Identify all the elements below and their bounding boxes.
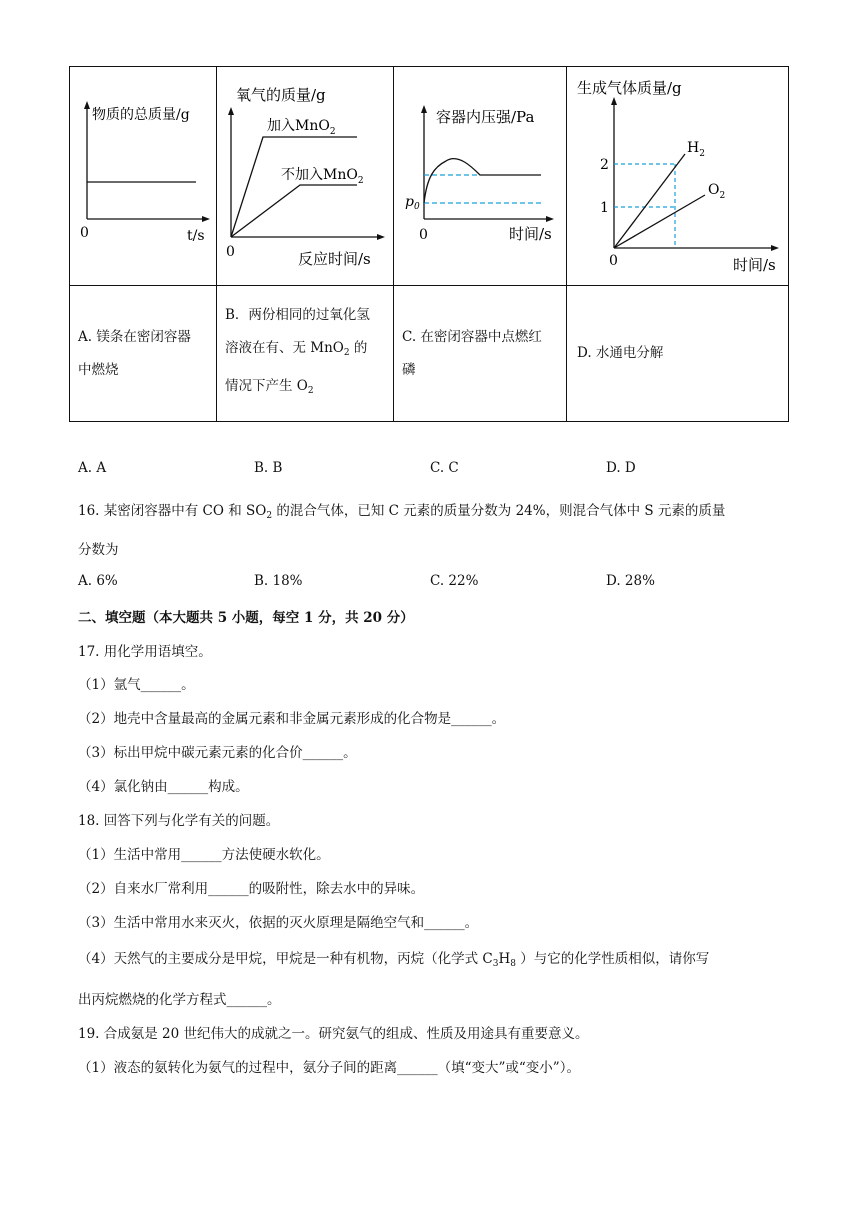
graph-d-tick2: 2 — [600, 157, 609, 173]
graph-b-origin: 0 — [226, 244, 235, 260]
q18-sub1: （1）生活中常用______方法使硬水软化。 — [78, 847, 330, 863]
desc-c-line2: 磷 — [402, 361, 416, 378]
y-arrow-icon — [421, 105, 427, 113]
q19-stem: 19. 合成氨是 20 世纪伟大的成就之一。研究氨气的组成、性质及用途具有重要意义。 — [78, 1026, 589, 1042]
q17-stem: 17. 用化学用语填空。 — [78, 644, 212, 660]
graph-a-origin: 0 — [80, 225, 89, 241]
graph-c-cell — [394, 67, 567, 286]
graph-d-h2: $H_2$ — [687, 140, 705, 159]
x-arrow-icon — [546, 216, 554, 222]
desc-c-cell — [394, 286, 567, 422]
curve-without-mno2 — [231, 185, 357, 237]
q17-sub4: （4）氯化钠由______构成。 — [78, 779, 249, 795]
y-arrow-icon — [84, 101, 90, 109]
q15-option-d[interactable]: D. D — [606, 460, 636, 476]
graph-c-origin: 0 — [419, 227, 428, 243]
graph-a-cell — [70, 67, 217, 286]
graph-c — [394, 67, 567, 281]
q15-option-b[interactable]: B. B — [254, 460, 283, 476]
x-arrow-icon — [202, 216, 210, 222]
graph-b-xlabel: 反应时间/s — [298, 250, 371, 268]
desc-b-line2: 溶液在有、无 MnO$_2$ 的 — [225, 340, 368, 358]
y-arrow-icon — [228, 107, 234, 115]
o2-line — [614, 195, 705, 248]
q16-option-c[interactable]: C. 22% — [430, 573, 479, 589]
pressure-curve — [424, 159, 541, 203]
graph-b-curve2: 不加入MnO$_2$ — [281, 167, 364, 186]
graph-d-cell — [567, 67, 789, 286]
graph-d-ylabel: 生成气体质量/g — [577, 79, 682, 97]
graph-d-origin: 0 — [609, 253, 618, 269]
graph-b — [217, 67, 394, 281]
graph-c-p0: $p_0$ — [405, 194, 420, 212]
graph-b-ylabel: 氧气的质量/g — [236, 86, 326, 104]
h2-line — [614, 154, 685, 248]
graph-d-xlabel: 时间/s — [733, 256, 776, 274]
graph-a — [70, 67, 217, 281]
q16-stem-line2: 分数为 — [78, 542, 119, 558]
desc-b-cell — [217, 286, 394, 422]
graph-d-o2: $O_2$ — [708, 182, 726, 201]
q17-sub1: （1）氩气______。 — [78, 677, 195, 693]
graph-a-ylabel: 物质的总质量/g — [92, 107, 190, 123]
desc-d-cell — [567, 286, 789, 422]
desc-d-line1: D. 水通电分解 — [577, 345, 664, 361]
q18-sub3: （3）生活中常用水来灭火，依据的灭火原理是隔绝空气和______。 — [78, 915, 479, 931]
desc-a-line1: A. 镁条在密闭容器 — [78, 328, 191, 345]
q16-option-d[interactable]: D. 28% — [606, 573, 655, 589]
graph-c-ylabel: 容器内压强/Pa — [436, 108, 535, 126]
q15-option-c[interactable]: C. C — [430, 460, 459, 476]
q16-stem-line1: 16. 某密闭容器中有 CO 和 $SO_2$ 的混合气体，已知 C 元素的质量分数为 24%，则混合气体中 S 元素的质量 — [78, 503, 726, 521]
q15-option-a[interactable]: A. A — [78, 460, 107, 476]
graph-b-cell — [217, 67, 394, 286]
y-arrow-icon — [611, 97, 617, 105]
section-2-heading: 二、填空题（本大题共 5 小题，每空 1 分，共 20 分） — [78, 610, 414, 626]
graph-b-curve1: 加入MnO$_2$ — [267, 118, 336, 137]
graph-d — [567, 67, 789, 281]
q16-option-a[interactable]: A. 6% — [78, 573, 118, 589]
q18-sub4-line2: 出丙烷燃烧的化学方程式______。 — [78, 992, 281, 1008]
graph-table — [69, 66, 789, 422]
desc-b-line1: B．两份相同的过氧化氢 — [225, 307, 370, 323]
desc-a-cell — [70, 286, 217, 422]
q16-option-b[interactable]: B. 18% — [254, 573, 303, 589]
graph-d-tick1: 1 — [600, 200, 609, 216]
graph-a-xlabel: t/s — [187, 228, 205, 244]
q17-sub3: （3）标出甲烷中碳元素元素的化合价______。 — [78, 745, 357, 761]
q18-sub2: （2）自来水厂常利用______的吸附性，除去水中的异味。 — [78, 881, 425, 897]
desc-a-line2: 中燃烧 — [78, 361, 119, 378]
graph-c-xlabel: 时间/s — [509, 225, 552, 243]
q17-sub2: （2）地壳中含量最高的金属元素和非金属元素形成的化合物是______。 — [78, 711, 506, 727]
q18-stem: 18. 回答下列与化学有关的问题。 — [78, 813, 280, 829]
desc-c-line1: C. 在密闭容器中点燃红 — [402, 328, 542, 345]
x-arrow-icon — [377, 234, 385, 240]
q18-sub4-line1: （4）天然气的主要成分是甲烷，甲烷是一种有机物，丙烷（化学式 $C_3H_8$ ）与它的化学性质相似，请你写 — [78, 951, 710, 969]
x-arrow-icon — [771, 245, 779, 251]
q19-sub1: （1）液态的氨转化为氨气的过程中，氨分子间的距离______（填“变大”或“变小”）。 — [78, 1060, 580, 1076]
desc-b-line3: 情况下产生 $O_2$ — [225, 378, 314, 396]
